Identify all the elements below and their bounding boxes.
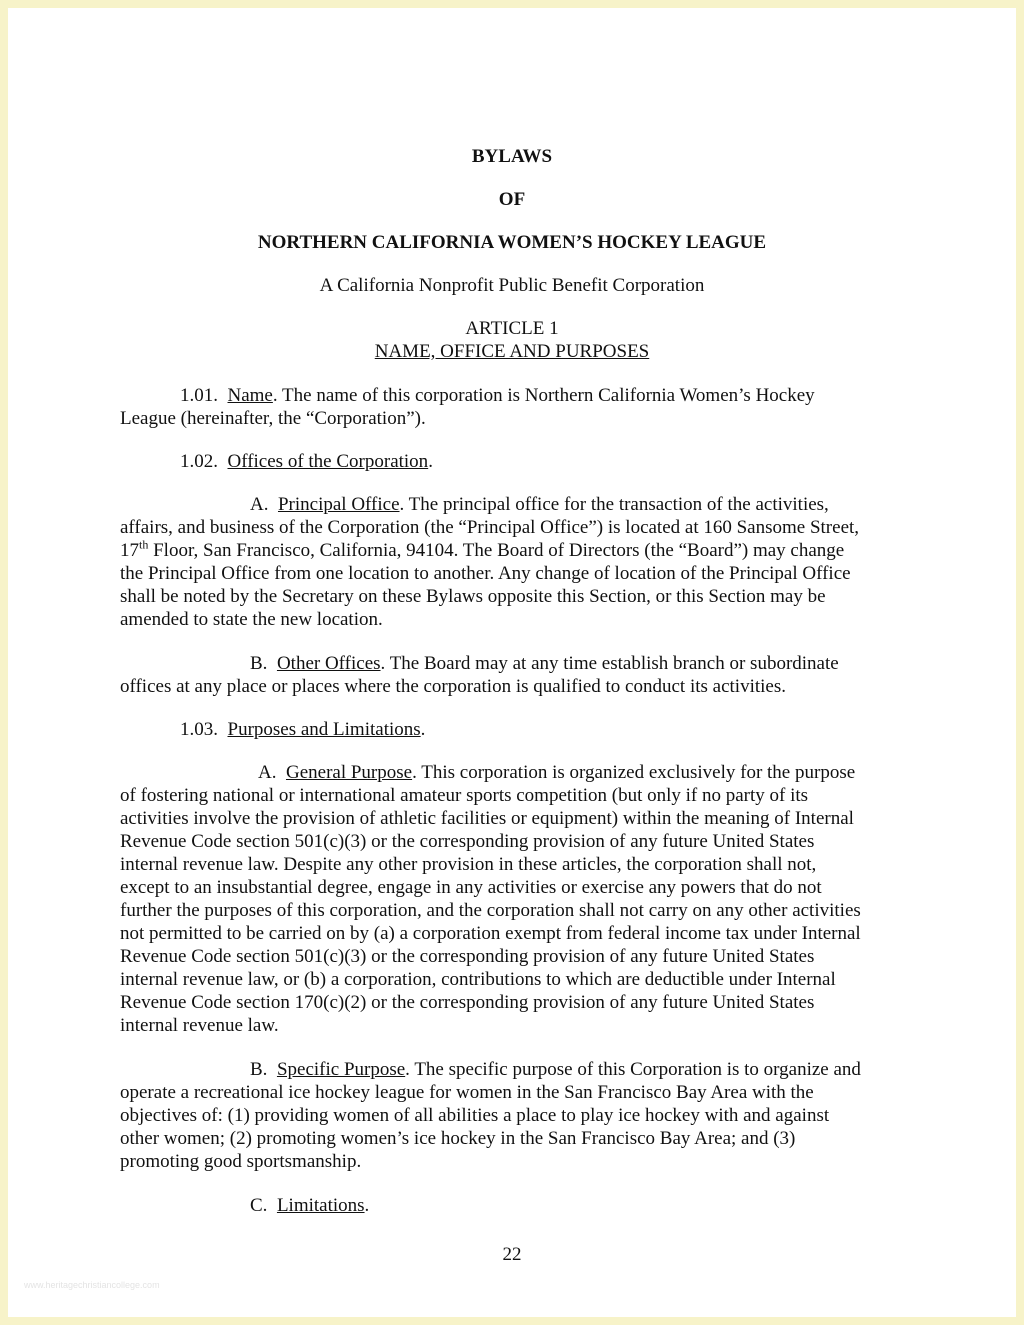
subsection-text: the Principal Office from one location to another. Any change of location of the Principal Office xyxy=(120,563,851,584)
section-text: League (hereinafter, the “Corporation”). xyxy=(120,408,426,429)
title-bylaws: BYLAWS xyxy=(471,146,553,167)
section-number: 1.02. xyxy=(180,451,218,472)
section-text: . The name of this corporation is Northern California Women’s Hockey xyxy=(272,385,815,406)
floor-number: 17 xyxy=(120,540,139,561)
section-number: 1.01. xyxy=(180,385,218,406)
subsection-text: internal revenue law. xyxy=(120,1015,279,1036)
subsection-text: objectives of: (1) providing women of all abilities a place to play ice hockey with and against xyxy=(120,1105,830,1126)
subsection-text: amended to state the new location. xyxy=(120,609,383,630)
subsection-label: A. xyxy=(250,494,269,515)
subsection-text: further the purposes of this corporation, and the corporation shall not carry on any other activities xyxy=(120,900,861,921)
article-title: NAME, OFFICE AND PURPOSES xyxy=(374,341,650,362)
subsection-text: Floor, San Francisco, California, 94104. The Board of Directors (the “Board”) may change xyxy=(148,540,845,561)
subsection-text: promoting good sportsmanship. xyxy=(120,1151,362,1172)
section-number: 1.03. xyxy=(180,719,218,740)
section-1-03 xyxy=(120,718,910,741)
article-number: ARTICLE 1 xyxy=(465,318,559,339)
subsection-line1 xyxy=(120,761,910,784)
section-1-03-a xyxy=(120,761,910,1037)
subsection-line3 xyxy=(120,539,910,562)
subsection-text: activities involve the provision of athletic facilities or equipment) within the meaning of Internal xyxy=(120,808,854,829)
subsection-text: . The principal office for the transaction of the activities, xyxy=(399,494,829,515)
section-1-03-c xyxy=(120,1194,910,1217)
subsection-heading: Principal Office xyxy=(277,494,400,515)
section-heading: Offices of the Corporation xyxy=(227,451,429,472)
subtitle: A California Nonprofit Public Benefit Corporation xyxy=(319,275,705,296)
subsection-text: . This corporation is organized exclusively for the purpose xyxy=(412,762,856,783)
subsection-text: of fostering national or international amateur sports competition (but only if no party of its xyxy=(120,785,809,806)
subsection-heading: Specific Purpose xyxy=(276,1059,406,1080)
subsection-text: . The Board may at any time establish branch or subordinate xyxy=(380,653,839,674)
subsection-label: C. xyxy=(250,1195,268,1216)
section-1-03-b xyxy=(120,1058,910,1173)
subsection-text: Revenue Code section 501(c)(3) or the corresponding provision of any future United States xyxy=(120,831,815,852)
section-1-01-line1 xyxy=(120,384,910,407)
title-of: OF xyxy=(498,189,526,210)
section-text: . xyxy=(428,451,433,472)
subsection-label: B. xyxy=(250,1059,268,1080)
subsection-heading: General Purpose xyxy=(285,762,413,783)
ordinal-suffix: th xyxy=(139,537,149,552)
subsection-heading: Limitations xyxy=(276,1195,365,1216)
subsection-text: Revenue Code section 170(c)(2) or the corresponding provision of any future United States xyxy=(120,992,815,1013)
subsection-text: shall be noted by the Secretary on these Bylaws opposite this Section, or this Section may be xyxy=(120,586,826,607)
subsection-text: affairs, and business of the Corporation (the “Principal Office”) is located at 160 Sansome Street, xyxy=(120,517,860,538)
title-organization: NORTHERN CALIFORNIA WOMEN’S HOCKEY LEAGUE xyxy=(257,232,767,253)
subsection-line1 xyxy=(120,493,910,516)
subsection-text: offices at any place or places where the corporation is qualified to conduct its activities. xyxy=(120,676,786,697)
subsection-line1 xyxy=(120,1058,910,1081)
section-heading: Name xyxy=(227,385,273,406)
subsection-line1 xyxy=(120,1194,910,1217)
watermark: www.heritagechristiancollege.com xyxy=(24,1280,160,1290)
subsection-text: internal revenue law, or (b) a corporation, contributions to which are deductible under Internal xyxy=(120,969,836,990)
subsection-heading: Other Offices xyxy=(276,653,381,674)
subsection-text: . xyxy=(364,1195,370,1216)
subsection-line1 xyxy=(120,652,910,675)
document-page xyxy=(8,8,1016,1317)
article-title-wrap xyxy=(8,340,1016,363)
section-1-03-line1 xyxy=(120,718,910,741)
subsection-text: internal revenue law. Despite any other provision in these articles, the corporation shall not, xyxy=(120,854,817,875)
subsection-text: not permitted to be carried on by (a) a corporation exempt from federal income tax under Internal xyxy=(120,923,861,944)
subsection-text: . The specific purpose of this Corporation is to organize and xyxy=(405,1059,861,1080)
subsection-label: B. xyxy=(250,653,268,674)
subsection-text: operate a recreational ice hockey league for women in the San Francisco Bay Area with the xyxy=(120,1082,814,1103)
subsection-text: except to an insubstantial degree, engage in any activities or exercise any powers that do not xyxy=(120,877,822,898)
section-text: . xyxy=(420,719,426,740)
section-heading: Purposes and Limitations xyxy=(227,719,421,740)
section-1-01 xyxy=(120,384,910,430)
section-1-02 xyxy=(120,450,910,473)
subsection-text: other women; (2) promoting women’s ice hockey in the San Francisco Bay Area; and (3) xyxy=(120,1128,796,1149)
section-1-02-b xyxy=(120,652,910,698)
subsection-text: Revenue Code section 501(c)(3) or the corresponding provision of any future United States xyxy=(120,946,815,967)
section-1-02-a xyxy=(120,493,910,631)
subsection-label: A. xyxy=(258,762,277,783)
page-number: 22 xyxy=(502,1244,522,1265)
section-1-02-line1 xyxy=(120,450,910,473)
